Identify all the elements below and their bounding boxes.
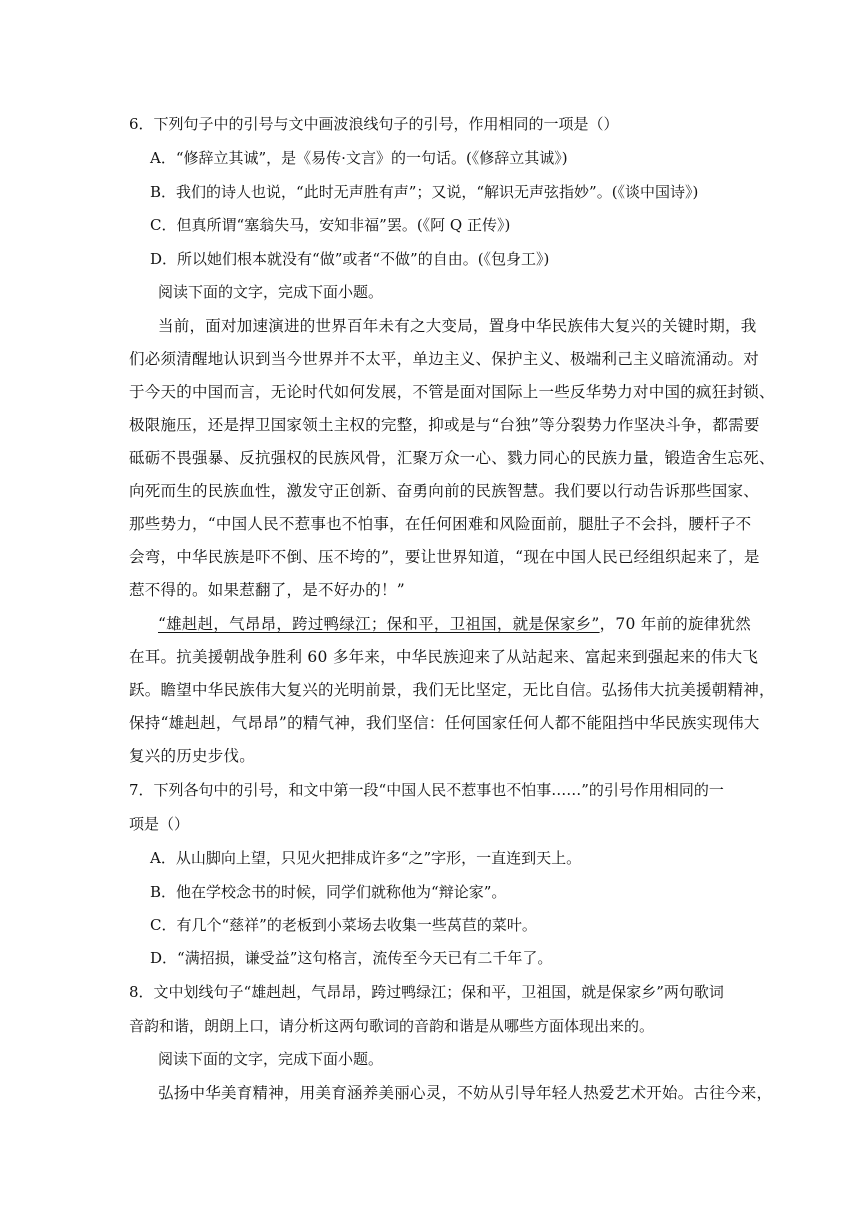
passage-1-line: 在耳。抗美援朝战争胜利 60 多年来，中华民族迎来了从站起来、富起来到强起来的伟大飞 [129,648,759,666]
passage-1-line: 们必须清醒地认识到当今世界并不太平，单边主义、保护主义、极端利己主义暗流涌动。对 [129,350,760,368]
passage-1-line: 砥砺不畏强暴、反抗强权的民族风骨，汇聚万众一心、戮力同心的民族力量，锻造舍生忘死、 [129,449,775,467]
question-7-stem-line-2: 项是（） [129,815,190,833]
reading-intro-1: 阅读下面的文字，完成下面小题。 [158,283,384,301]
question-6-option-c: C．但真所谓“塞翁失马，安知非福”罢。(《阿 Q 正传》) [150,216,511,234]
passage-1-line: 当前，面对加速演进的世界百年未有之大变局，置身中华民族伟大复兴的关键时期，我 [158,317,757,335]
question-6-option-d: D．所以她们根本就没有“做”或者“不做”的自由。(《包身工》) [150,250,550,268]
passage-2-line: 弘扬中华美育精神，用美育涵养美丽心灵，不妨从引导年轻人热爱艺术开始。古往今来， [158,1084,773,1102]
question-6-option-a: A．“修辞立其诚”，是《易传·文言》的一句话。(《修辞立其诚》) [150,149,568,167]
question-7-option-a: A．从山脚向上望，只见火把排成许多“之”字形，一直连到天上。 [150,849,582,867]
question-8-stem-line-1: 8．文中划线句子“雄赳赳，气昂昂，跨过鸭绿江；保和平，卫祖国，就是保家乡”两句歌词 [129,983,724,1001]
passage-1-line: 跃。瞻望中华民族伟大复兴的光明前景，我们无比坚定，无比自信。弘扬伟大抗美援朝精神， [129,681,775,699]
lyric-sentence-continuation: ，70 年前的旋律犹然 [599,615,752,633]
passage-1-line: 会弯，中华民族是吓不倒、压不垮的”，要让世界知道，“现在中国人民已经组织起来了，是 [129,548,760,566]
question-8-stem-line-2: 音韵和谐，朗朗上口，请分析这两句歌词的音韵和谐是从哪些方面体现出来的。 [129,1017,655,1035]
question-7-stem-line-1: 7．下列各句中的引号，和文中第一段“中国人民不惹事也不怕事……”的引号作用相同的一 [129,781,724,799]
question-7-option-c: C．有几个“慈祥”的老板到小菜场去收集一些莴苣的菜叶。 [150,916,537,934]
passage-1-line: 保持“雄赳赳，气昂昂”的精气神，我们坚信：任何国家任何人都不能阻挡中华民族实现伟大 [129,714,760,732]
passage-1-paragraph-2-first-line [158,612,751,636]
underlined-lyric-sentence: “雄赳赳，气昂昂，跨过鸭绿江；保和平，卫祖国，就是保家乡” [158,615,600,633]
passage-1-line: 惹不得的。如果惹翻了，是不好办的！” [129,581,405,599]
question-7-option-b: B．他在学校念书的时候，同学们就称他为“辩论家”。 [150,883,507,901]
question-7-option-d: D．“满招损，谦受益”这句格言，流传至今天已有二千年了。 [150,949,553,967]
passage-1-line: 那些势力，“中国人民不惹事也不怕事，在任何困难和风险面前，腿肚子不会抖，腰杆子不 [129,515,752,533]
question-6-stem: 6．下列句子中的引号与文中画波浪线句子的引号，作用相同的一项是（） [129,115,619,133]
passage-1-line: 于今天的中国而言，无论时代如何发展，不管是面对国际上一些反华势力对中国的疯狂封锁、 [129,383,775,401]
passage-1-line: 向死而生的民族血性，激发守正创新、奋勇向前的民族智慧。我们要以行动告诉那些国家、 [129,482,760,500]
reading-intro-2: 阅读下面的文字，完成下面小题。 [158,1050,384,1068]
passage-1-line: 极限施压，还是捍卫国家领土主权的完整，抑或是与“台独”等分裂势力作坚决斗争，都需要 [129,416,760,434]
passage-1-line: 复兴的历史步伐。 [129,747,256,765]
question-6-option-b: B．我们的诗人也说，“此时无声胜有声”；又说，“解识无声弦指妙”。(《谈中国诗》) [150,183,699,201]
